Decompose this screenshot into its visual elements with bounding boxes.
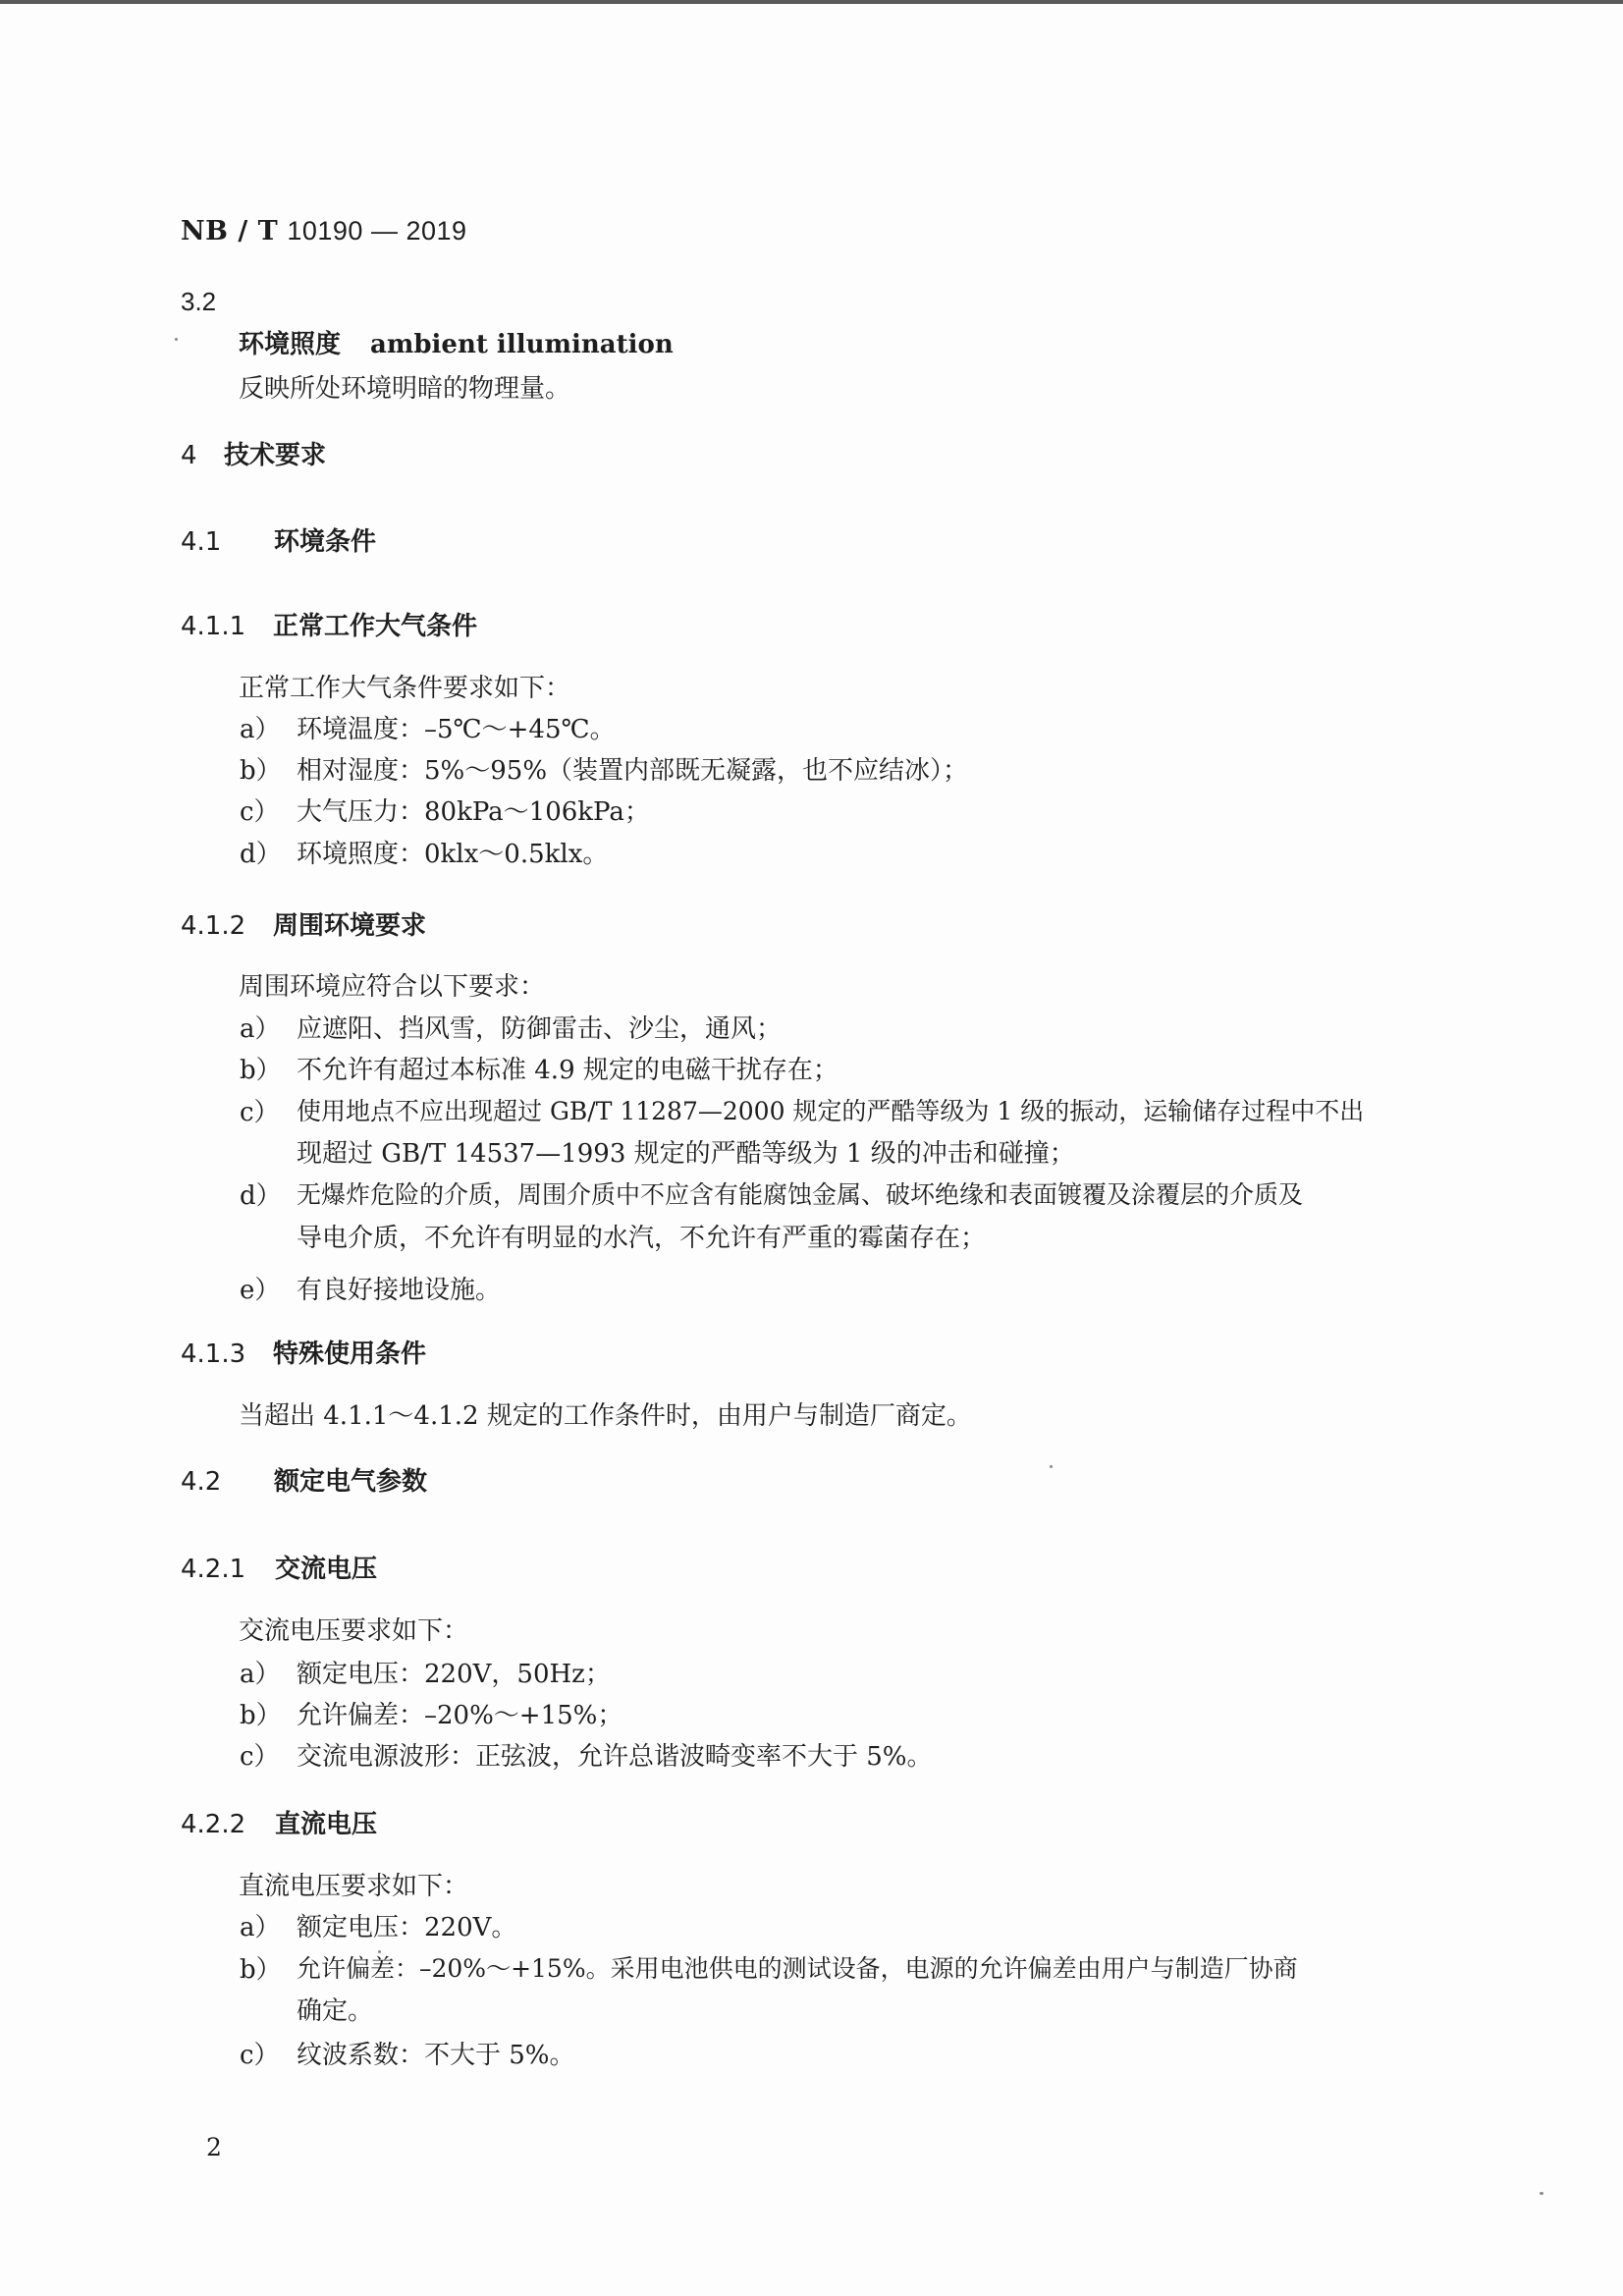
list-item-letter: d）: [240, 1181, 282, 1211]
section-4-1-1-intro: 正常工作大气条件要求如下：: [239, 674, 571, 703]
list-item-text: 大气压力：80kPa～106kPa；: [297, 797, 650, 827]
list-item-text: 环境照度：0klx～0.5klx。: [297, 840, 609, 869]
section-number: 4.2.1: [181, 1555, 246, 1584]
section-4-2-heading: [181, 1461, 427, 1498]
section-number: 4.2.2: [181, 1810, 246, 1839]
list-item-letter: c）: [240, 2041, 280, 2070]
section-4-1-2-intro: 周围环境应符合以下要求：: [239, 972, 546, 1002]
scan-speck: [378, 1950, 381, 1953]
term-chinese: 环境照度: [239, 330, 342, 359]
section-4-heading: [181, 435, 326, 471]
term-english: ambient illumination: [370, 330, 674, 359]
list-item-text: 允许偏差：–20%～+15%。采用电池供电的测试设备，电源的允许偏差由用户与制造厂协商: [297, 1954, 1298, 1983]
list-item-letter: a）: [240, 1660, 281, 1689]
list-item-text: 相对湿度：5%～95%（装置内部既无凝露，也不应结冰）；: [297, 756, 969, 786]
list-item-letter: c）: [240, 1742, 280, 1772]
list-item-text: 允许偏差：–20%～+15%；: [297, 1701, 623, 1730]
list-item-text: 无爆炸危险的介质，周围介质中不应含有能腐蚀金属、破坏绝缘和表面镀覆及涂覆层的介质及: [297, 1180, 1304, 1209]
section-number: 4.1: [181, 527, 222, 557]
section-number: 4.2: [181, 1467, 222, 1497]
list-item-letter: a）: [240, 1913, 281, 1942]
scan-top-edge: [0, 0, 1623, 4]
page-number: 2: [206, 2133, 222, 2161]
section-title: 额定电气参数: [274, 1467, 428, 1497]
section-4-1-2-heading: [181, 905, 426, 942]
list-item-letter: c）: [240, 797, 280, 827]
list-item-text: 应遮阳、挡风雪，防御雷击、沙尘，通风；: [297, 1014, 783, 1044]
section-4-2-1-heading: [181, 1549, 377, 1585]
list-item-text: 环境温度：–5℃～+45℃。: [297, 715, 616, 744]
list-item-text: 使用地点不应出现超过 GB/T 11287—2000 规定的严酷等级为 1 级的振动，运输储存过程中不出: [297, 1097, 1365, 1125]
section-4-1-heading: [181, 521, 376, 558]
section-title: 直流电压: [275, 1810, 378, 1839]
standard-code: NB / T: [181, 216, 279, 246]
list-item-letter: a）: [240, 1014, 281, 1044]
list-item-continuation: 导电介质，不允许有明显的水汽，不允许有严重的霉菌存在；: [297, 1224, 987, 1253]
section-4-1-3-text: 当超出 4.1.1～4.1.2 规定的工作条件时，由用户与制造厂商定。: [239, 1401, 972, 1431]
section-number: 4.1.1: [181, 612, 246, 641]
section-title: 环境条件: [274, 527, 377, 557]
section-title: 周围环境要求: [273, 911, 427, 941]
section-title: 技术要求: [224, 441, 327, 470]
section-4-2-2-intro: 直流电压要求如下：: [239, 1872, 469, 1901]
section-title: 交流电压: [275, 1555, 378, 1584]
section-3-2-number: 3.2: [181, 287, 217, 316]
section-4-1-1-heading: [181, 606, 477, 642]
list-item-letter: b）: [240, 1056, 282, 1085]
list-item-text: 不允许有超过本标准 4.9 规定的电磁干扰存在；: [297, 1056, 839, 1085]
list-item-letter: b）: [240, 756, 282, 786]
list-item-continuation: 现超过 GB/T 14537—1993 规定的严酷等级为 1 级的冲击和碰撞；: [297, 1139, 1075, 1169]
section-4-2-1-intro: 交流电压要求如下：: [239, 1616, 469, 1646]
section-number: 4.1.2: [181, 911, 246, 941]
list-item-letter: a）: [240, 715, 281, 744]
list-item-text: 有良好接地设施。: [297, 1276, 502, 1305]
scan-speck: [175, 338, 178, 341]
list-item-letter: e）: [240, 1276, 281, 1305]
list-item-text: 额定电压：220V，50Hz；: [297, 1660, 611, 1689]
term-3-2: [239, 324, 674, 360]
list-item-letter: d）: [240, 840, 282, 869]
list-item-letter: b）: [240, 1955, 282, 1985]
scan-speck: [1540, 2192, 1543, 2195]
list-item-continuation: 确定。: [297, 1996, 374, 2026]
section-4-1-3-heading: [181, 1334, 426, 1370]
list-item-text: 额定电压：220V。: [297, 1913, 517, 1942]
list-item-text: 纹波系数：不大于 5%。: [297, 2041, 575, 2070]
list-item-letter: b）: [240, 1701, 282, 1730]
standard-header: [181, 216, 467, 246]
list-item-text: 交流电源波形：正弦波，允许总谐波畸变率不大于 5%。: [297, 1742, 933, 1772]
section-number: 4.1.3: [181, 1339, 246, 1369]
section-title: 特殊使用条件: [273, 1339, 427, 1369]
section-number: 4: [181, 441, 197, 470]
section-title: 正常工作大气条件: [273, 612, 478, 641]
section-4-2-2-heading: [181, 1804, 377, 1840]
scan-speck: [1050, 1465, 1053, 1468]
term-3-2-definition: 反映所处环境明暗的物理量。: [239, 374, 571, 404]
standard-number: 10190 — 2019: [287, 216, 467, 246]
list-item-letter: c）: [240, 1098, 280, 1127]
